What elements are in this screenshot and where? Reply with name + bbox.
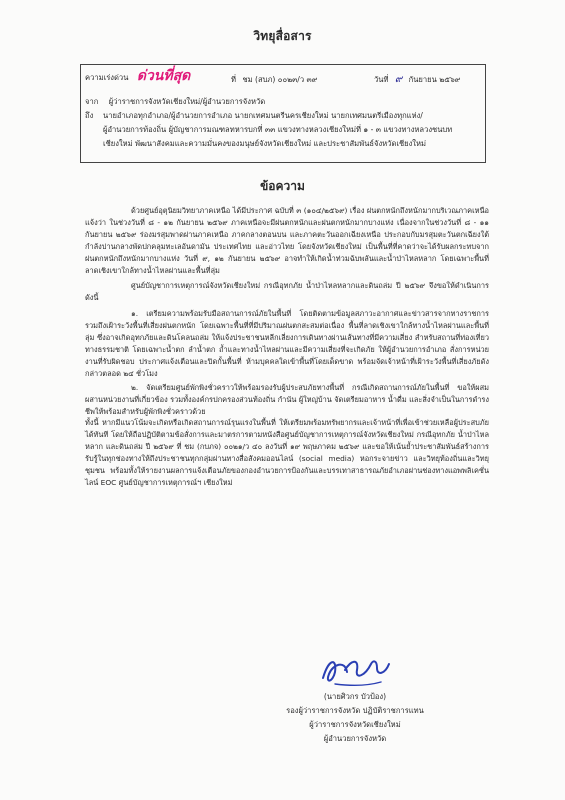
handwritten-signature [315, 650, 395, 690]
priority-row [85, 68, 191, 84]
message-paragraph: ทั้งนี้ หากมีแนวโน้มจะเกิดหรือเกิดสถานการณ์รุนแรงในพื้นที่ ให้เตรียมพร้อมทรัพยากรและเจ้าหน้าที่เพื่อเข้าช่วยเหลือผู้ประสบภัยได้ทันที โดยให้ถือปฏิบัติตามข้อสั่งการและมาตรการตามหนังสือศูนย์บัญชาการเหตุการณ์จังหวัดเชียงใหม่ กรณีอุทกภัย น้ำป่าไหลหลาก และดินถล่ม ปี ๒๕๖๙ ที่ ชม (กบภจ) ๐๐๒๑/ว ๔๐ ลงวันที่ ๑๙ พฤษภาคม ๒๕๖๙ และขอให้เน้นย้ำประชาสัมพันธ์สร้างการรับรู้ในทุกช่องทางให้ถึงประชาชนทุกกลุ่มผ่านทางสื่อสังคมออนไลน์ (social media) หอกระจายข่าว และวิทยุท้องถิ่นและวิทยุชุมชน พร้อมทั้งให้รายงานผลการแจ้งเตือนภัยของกองอำนวยการป้องกันและบรรเทาสาธารณภัยอำเภอผ่านช่องทางแอพพลิเคชั่นไลน์ EOC ศูนย์บัญชาการเหตุการณ์ฯ เชียงใหม่ [85, 418, 489, 487]
message-paragraph: ๒. จัดเตรียมศูนย์พักพิงชั่วคราวให้พร้อมรองรับผู้ประสบภัยทางพื้นที่ กรณีเกิดสถานการณ์ภัยในพื้นที่ ขอให้ผสมผสานหน่วยงานที่เกี่ยวข้อง รวมทั้งองค์กรปกครองส่วนท้องถิ่น กำนัน ผู้ใหญ่บ้าน จัดเตรียมอาหาร น้ำดื่ม และสิ่งจำเป็นในการดำรงชีพให้พร้อมสำหรับผู้พักพิงชั่วคราวด้วย [85, 382, 489, 416]
signatory-name: (นายศิวกร บัวป้อง) [323, 692, 387, 701]
priority-stamp: ด่วนที่สุด [136, 68, 191, 84]
date-row [374, 75, 460, 85]
message-heading: ข้อความ [260, 179, 305, 193]
reference-row [231, 75, 317, 85]
priority-label: ความเร่งด่วน [85, 73, 129, 82]
message-paragraph: ด้วยศูนย์อุตุนิยมวิทยาภาคเหนือ ได้มีประกาศ ฉบับที่ ๓ (๑๐๔/๒๕๖๙) เรื่อง ฝนตกหนักถึงหนักมากบริเวณภาคเหนือ แจ้งว่า ในช่วงวันที่ ๘ - ๑๒ กันยายน ๒๕๖๙ ภาคเหนือจะมีฝนตกหนักและฝนตกหนักมากบางแห่ง เนื่องจากในช่วงวันที่ ๘ - ๑๑ กันยายน ๒๕๖๙ ร่องมรสุมพาดผ่านภาคเหนือ ภาคกลางตอนบน และภาคตะวันออกเฉียงเหนือ ประกอบกับมรสุมตะวันตกเฉียงใต้กำลังปานกลางพัดปกคลุมทะเลอันดามัน ประเทศไทย และอ่าวไทย โดยจังหวัดเชียงใหม่ เป็นพื้นที่ที่คาดว่าจะได้รับผลกระทบจากฝนตกหนักถึงหนักมากบางแห่ง วันที่ ๙, ๑๒ กันยายน ๒๕๖๙ อาจทำให้เกิดน้ำท่วมฉับพลันและน้ำป่าไหลหลาก โดยเฉพาะพื้นที่ลาดเชิงเขาใกล้ทางน้ำไหลผ่านและพื้นที่ลุ่ม [85, 206, 489, 275]
reference-number: ชม (สบภ) ๐๐๒๓/ว ๓๙ [242, 75, 318, 84]
message-paragraph: ๑. เตรียมความพร้อมรับมือสถานการณ์ภัยในพื้นที่ โดยติดตามข้อมูลสภาวะอากาศและข่าวสารจากทางราชการ รวมถึงเฝ้าระวังพื้นที่เสี่ยงฝนตกหนัก โดยเฉพาะพื้นที่ที่มีปริมาณฝนตกสะสมต่อเนื่อง พื้นที่ลาดเชิงเขาใกล้ทางน้ำไหลผ่านและพื้นที่ลุ่ม ซึ่งอาจเกิดอุทกภัยและดินโคลนถล่ม ให้แจ้งประชาชนหลีกเลี่ยงการเดินทางผ่านเส้นทางที่มีความเสี่ยง สำหรับสถานที่ท่องเที่ยวทางธรรมชาติ โดยเฉพาะน้ำตก ลำน้ำตก ถ้ำและทางน้ำไหลผ่านและมีความเสี่ยงที่จะเกิดภัย ให้ผู้อำนวยการอำเภอ สั่งการหน่วยงานที่รับผิดชอบ ประกาศแจ้งเตือนและปิดกั้นพื้นที่ ห้ามบุคคลใดเข้าพื้นที่โดยเด็ดขาด พร้อมจัดเจ้าหน้าที่เฝ้าระวังพื้นที่เสี่ยงภัยดังกล่าวตลอด ๒๔ ชั่วโมง [85, 309, 489, 378]
document-title: วิทยุสื่อสาร [253, 29, 312, 43]
from-row [85, 97, 265, 107]
from-value: ผู้ว่าราชการจังหวัดเชียงใหม่/ผู้อำนวยการจังหวัด [108, 97, 266, 106]
to-line: นายอำเภอทุกอำเภอ/ผู้อำนวยการอำเภอ นายกเทศมนตรีนครเชียงใหม่ นายกเทศมนตรีเมืองทุกแห่ง/ [103, 111, 423, 120]
date-month-year: กันยายน ๒๕๖๙ [408, 75, 461, 84]
date-label: วันที่ [374, 75, 389, 84]
signatory-block [260, 690, 450, 746]
message-body [85, 205, 489, 489]
reference-label: ที่ [231, 75, 237, 84]
signatory-position: รองผู้ว่าราชการจังหวัด ปฏิบัติราชการแทน [286, 706, 424, 715]
signatory-position: ผู้อำนวยการจังหวัด [323, 734, 387, 743]
message-paragraph: ศูนย์บัญชาการเหตุการณ์จังหวัดเชียงใหม่ กรณีอุทกภัย น้ำป่าไหลหลากและดินถล่ม ปี ๒๕๖๙ จึงขอให้ดำเนินการ ดังนี้ [85, 281, 489, 303]
to-line: ผู้อำนวยการท้องถิ่น ผู้บัญชาการมณฑลทหารบกที่ ๓๓ แขวงทางหลวงเชียงใหม่ที่ ๑ - ๓ แขวงทางหลวงชนบท [103, 125, 453, 134]
to-label: ถึง [85, 111, 94, 120]
to-line: เชียงใหม่ พัฒนาสังคมและความมั่นคงของมนุษย์จังหวัดเชียงใหม่ และประชาสัมพันธ์จังหวัดเชียงใหม่ [103, 139, 427, 148]
memo-header-box [80, 64, 486, 163]
signatory-position: ผู้ว่าราชการจังหวัดเชียงใหม่ [309, 720, 401, 729]
date-day: ๙ [394, 74, 403, 85]
from-label: จาก [85, 97, 99, 106]
